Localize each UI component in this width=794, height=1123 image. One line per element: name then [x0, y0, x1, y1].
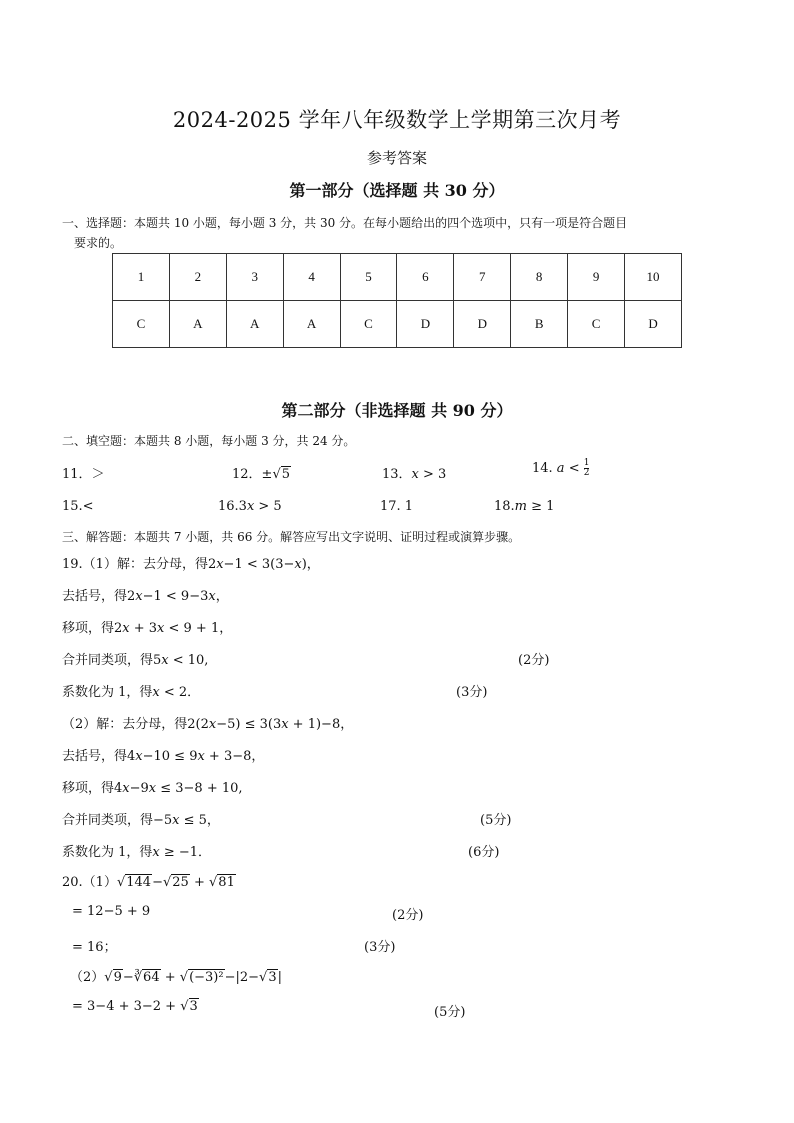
q19-line-8: 移项，得4𝑥−9𝑥 ≤ 3−8 + 10, [62, 781, 243, 796]
table-cell: C [113, 301, 170, 348]
operator: −∛ [122, 970, 143, 985]
score: (2分) [518, 653, 550, 668]
q19-line-7: 去括号，得4𝑥−10 ≤ 9𝑥 + 3−8， [62, 749, 265, 764]
table-cell: 5 [340, 254, 397, 301]
page-title: 2024-2025 学年八年级数学上学期第三次月考 [172, 108, 622, 132]
radicand: 3 [268, 970, 277, 985]
plus-minus: ± [261, 467, 273, 482]
q19-line-9: 合并同类项，得−5𝑥 ≤ 5， [62, 813, 220, 828]
q20-part2-label: （2） [70, 970, 105, 985]
radicand: 9 [113, 970, 122, 985]
q19-line-3: 移项，得2𝑥 + 3𝑥 < 9 + 1， [62, 621, 233, 636]
answer-17: 17. 1 [380, 499, 414, 514]
score: (3分) [456, 685, 488, 700]
part1-instructions: 一、选择题：本题共 10 小题，每小题 3 分，共 30 分。在每小题给出的四个选项中，只有一项是符合题目 [62, 216, 628, 230]
radicand: 64 [143, 970, 160, 985]
page-subtitle: 参考答案 [366, 149, 427, 167]
table-cell: 1 [113, 254, 170, 301]
table-cell: D [397, 301, 454, 348]
part1-instructions-cont: 要求的。 [74, 236, 123, 250]
q20-label: 20.（1） [62, 875, 117, 890]
q20-line-5: = 3−4 + 3−2 + √3 [72, 999, 198, 1014]
radicand: (−3)² [189, 970, 224, 985]
table-cell: 2 [169, 254, 226, 301]
fraction-numerator: 1 [583, 458, 590, 468]
answer-table [112, 253, 682, 348]
table-cell: A [226, 301, 283, 348]
q19-line-5: 系数化为 1，得𝑥 < 2． [62, 685, 201, 700]
answer-15: 15.< [62, 499, 94, 514]
q20-line-2: = 12−5 + 9 [72, 904, 151, 919]
answer-14 [532, 459, 589, 478]
table-cell: A [283, 301, 340, 348]
q20-line-4: （2）√9−∛64 + √(−3)²−|2−√3| [70, 970, 282, 985]
operator: − [152, 875, 163, 890]
q19-line-10: 系数化为 1，得𝑥 ≥ −1． [62, 845, 212, 860]
score: (2分) [392, 908, 424, 923]
q19-line-2: 去括号，得2𝑥−1 < 9−3𝑥， [62, 589, 229, 604]
table-cell: D [625, 301, 682, 348]
operator: + [189, 875, 209, 890]
answer-13: 13．𝑥 > 3 [382, 467, 447, 482]
table-cell: 8 [511, 254, 568, 301]
answer-12-label: 12． [232, 467, 262, 482]
q20-line-5-text: = 3−4 + 3−2 + [72, 999, 181, 1014]
table-cell: 6 [397, 254, 454, 301]
table-cell: 10 [625, 254, 682, 301]
answer-12: 12．±√5 [232, 467, 291, 482]
q19-line-6: （2）解：去分母，得2(2𝑥−5) ≤ 3(3𝑥 + 1)−8， [62, 717, 354, 732]
part2-heading: 第二部分（非选择题 共 90 分） [281, 401, 513, 420]
answer-11: 11．＞ [62, 467, 105, 482]
solve-instructions: 三、解答题：本题共 7 小题，共 66 分。解答应写出文字说明、证明过程或演算步骤。 [62, 530, 521, 544]
radicand: 3 [189, 999, 198, 1014]
score: (5分) [434, 1005, 466, 1020]
table-cell: 3 [226, 254, 283, 301]
radicand: 25 [172, 875, 189, 890]
answer-18: 18.𝑚 ≥ 1 [494, 499, 555, 514]
radicand: 81 [218, 875, 235, 890]
table-cell: 4 [283, 254, 340, 301]
fraction [584, 459, 590, 478]
table-cell: B [511, 301, 568, 348]
table-cell: D [454, 301, 511, 348]
fraction-denominator: 2 [583, 468, 590, 478]
radicand: 5 [281, 467, 291, 482]
table-row-numbers [113, 254, 682, 301]
q19-line-1: 19.（1）解：去分母，得2𝑥−1 < 3(3−𝑥)， [62, 557, 320, 572]
table-row-answers [113, 301, 682, 348]
table-cell: A [169, 301, 226, 348]
radicand: 144 [126, 875, 152, 890]
q19-line-4: 合并同类项，得5𝑥 < 10, [62, 653, 209, 668]
answer-14-label: 14. 𝑎 < [532, 461, 580, 476]
abs-bar: | [277, 970, 282, 985]
table-cell: 7 [454, 254, 511, 301]
score: (3分) [364, 940, 396, 955]
q20-line-1: 20.（1）√144−√25 + √81 [62, 875, 235, 890]
table-cell: 9 [568, 254, 625, 301]
operator: + [160, 970, 180, 985]
fill-instructions: 二、填空题：本题共 8 小题，每小题 3 分，共 24 分。 [62, 434, 356, 448]
answer-16: 16.3𝑥 > 5 [218, 499, 282, 514]
score: (5分) [480, 813, 512, 828]
operator: −|2− [224, 970, 260, 985]
table-cell: C [340, 301, 397, 348]
table-cell: C [568, 301, 625, 348]
q20-line-3: = 16； [72, 940, 117, 955]
part1-heading: 第一部分（选择题 共 30 分） [289, 181, 505, 200]
score: (6分) [468, 845, 500, 860]
